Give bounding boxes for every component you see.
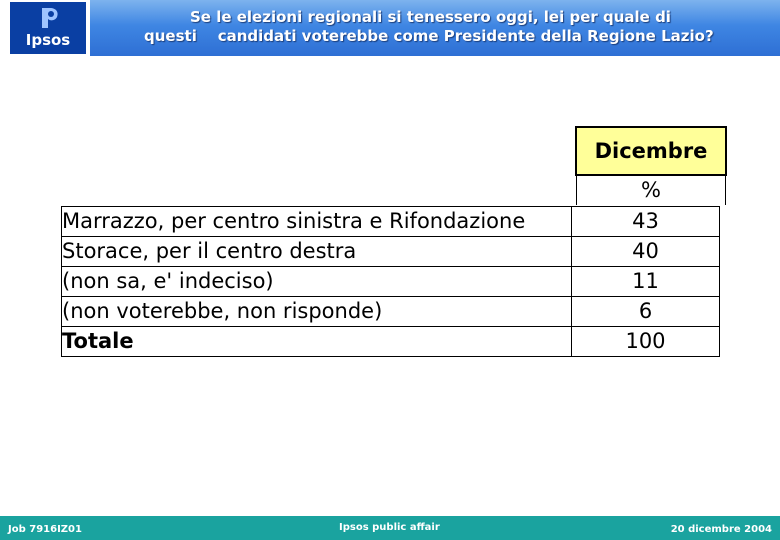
table-row xyxy=(62,207,720,237)
ipsos-logo xyxy=(0,0,90,56)
ipsos-mark-icon xyxy=(36,7,60,29)
column-header-dicembre: Dicembre xyxy=(575,126,727,176)
header-band xyxy=(0,0,780,56)
total-label: Totale xyxy=(62,327,572,357)
row-value: 40 xyxy=(572,237,720,267)
row-value: 11 xyxy=(572,267,720,297)
footer-band xyxy=(0,516,780,540)
footer-date: 20 dicembre 2004 xyxy=(670,524,772,535)
title-line-1: Se le elezioni regionali si tenessero oggi, lei per quale di xyxy=(190,8,671,26)
total-row xyxy=(62,327,720,357)
total-value: 100 xyxy=(572,327,720,357)
title-line-2: questi candidati voterebbe come Presidente della Regione Lazio? xyxy=(144,27,714,45)
footer-center-text: Ipsos public affair xyxy=(339,522,440,533)
results-table xyxy=(61,206,720,357)
job-number: Job 7916IZ01 xyxy=(8,524,82,535)
row-label: Marrazzo, per centro sinistra e Rifondazione xyxy=(62,207,572,237)
table-row xyxy=(62,267,720,297)
logo-box xyxy=(10,2,86,54)
logo-text: Ipsos xyxy=(25,31,71,49)
row-label: Storace, per il centro destra xyxy=(62,237,572,267)
row-value: 6 xyxy=(572,297,720,327)
unit-cell: % xyxy=(576,175,726,205)
row-label: (non voterebbe, non risponde) xyxy=(62,297,572,327)
row-value: 43 xyxy=(572,207,720,237)
table-row xyxy=(62,237,720,267)
table-row xyxy=(62,297,720,327)
row-label: (non sa, e' indeciso) xyxy=(62,267,572,297)
